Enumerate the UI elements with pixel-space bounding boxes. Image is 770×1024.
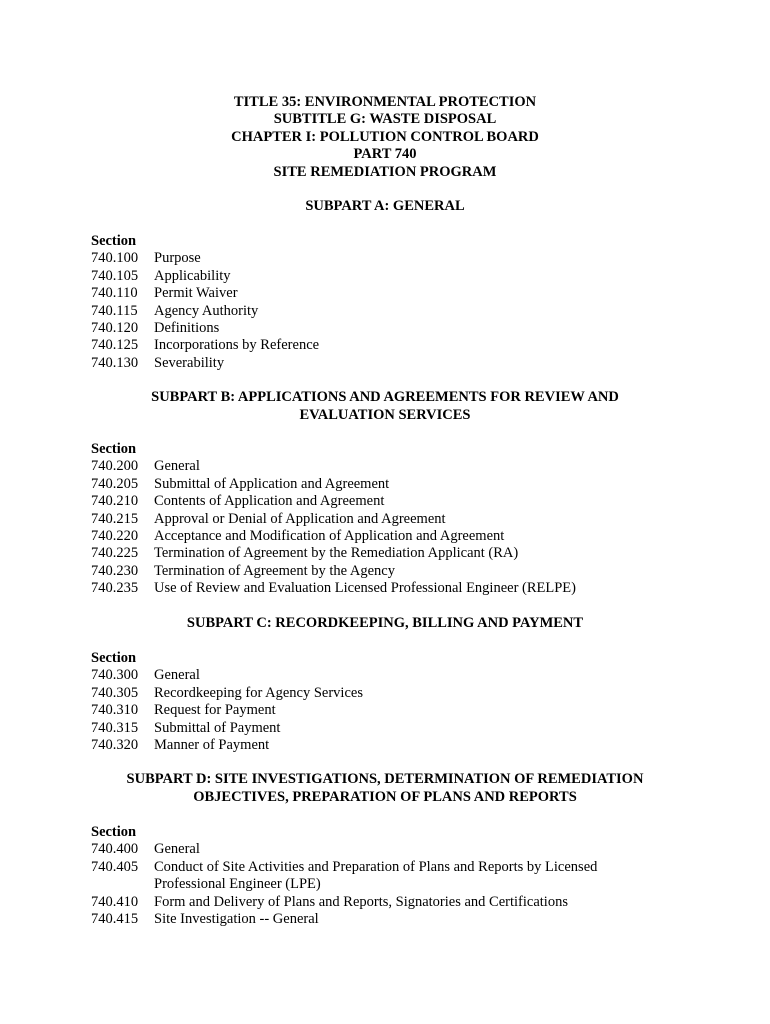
section-number: 740.225 bbox=[91, 545, 139, 562]
subpart-title-line: SUBPART C: RECORDKEEPING, BILLING AND PAYMENT bbox=[186, 615, 584, 631]
subpart-b-section-list bbox=[91, 441, 731, 598]
toc-row[interactable] bbox=[91, 841, 731, 858]
section-title: Submittal of Payment bbox=[154, 719, 281, 736]
subpart-d-section-list bbox=[91, 824, 731, 928]
toc-row[interactable] bbox=[91, 859, 731, 894]
section-number: 740.400 bbox=[91, 841, 139, 858]
toc-row[interactable] bbox=[91, 685, 731, 702]
toc-row[interactable] bbox=[91, 667, 731, 684]
document-header bbox=[0, 94, 770, 181]
section-title: General bbox=[154, 841, 200, 858]
toc-row[interactable] bbox=[91, 911, 731, 928]
section-number: 740.220 bbox=[91, 528, 139, 545]
toc-row[interactable] bbox=[91, 737, 731, 754]
section-number: 740.300 bbox=[91, 667, 139, 684]
chapter-line: CHAPTER I: POLLUTION CONTROL BOARD bbox=[231, 128, 539, 145]
subpart-title-line: SUBPART D: SITE INVESTIGATIONS, DETERMINATION OF REMEDIATION bbox=[126, 771, 644, 787]
toc-row[interactable] bbox=[91, 285, 731, 302]
section-number: 740.215 bbox=[91, 510, 139, 527]
title-line: TITLE 35: ENVIRONMENTAL PROTECTION bbox=[233, 94, 537, 110]
section-title: Purpose bbox=[154, 250, 201, 267]
section-title: Approval or Denial of Application and Agreement bbox=[154, 510, 446, 527]
section-number: 740.235 bbox=[91, 580, 139, 597]
section-title: Form and Delivery of Plans and Reports, Signatories and Certifications bbox=[154, 893, 568, 910]
section-heading: Section bbox=[91, 233, 137, 249]
section-title: Termination of Agreement by the Agency bbox=[154, 562, 395, 579]
section-heading: Section bbox=[91, 441, 137, 457]
section-number: 740.315 bbox=[91, 719, 139, 736]
section-number: 740.230 bbox=[91, 562, 139, 579]
subpart-title-line: SUBPART B: APPLICATIONS AND AGREEMENTS FOR REVIEW AND bbox=[151, 389, 619, 405]
section-title: Severability bbox=[154, 354, 225, 371]
toc-row[interactable] bbox=[91, 250, 731, 267]
subpart-title-line: EVALUATION SERVICES bbox=[299, 406, 471, 423]
toc-row[interactable] bbox=[91, 702, 731, 719]
toc-row[interactable] bbox=[91, 355, 731, 372]
subpart-b-title bbox=[0, 389, 770, 424]
section-title: Contents of Application and Agreement bbox=[154, 493, 385, 510]
section-number: 740.100 bbox=[91, 250, 139, 267]
subpart-a-section-list bbox=[91, 233, 731, 372]
section-title: Site Investigation -- General bbox=[154, 911, 319, 928]
subpart-title-line: SUBPART A: GENERAL bbox=[305, 198, 465, 214]
section-title: Applicability bbox=[154, 267, 231, 284]
section-title: Request for Payment bbox=[154, 702, 276, 719]
subpart-a-title bbox=[0, 198, 770, 216]
toc-row[interactable] bbox=[91, 894, 731, 911]
subpart-d-title bbox=[0, 771, 770, 806]
section-title: Acceptance and Modification of Application and Agreement bbox=[154, 528, 505, 545]
section-number: 740.310 bbox=[91, 702, 139, 719]
section-title: Permit Waiver bbox=[154, 285, 238, 302]
section-number: 740.115 bbox=[91, 302, 138, 319]
subpart-c-section-list bbox=[91, 650, 731, 754]
section-title: Submittal of Application and Agreement bbox=[154, 475, 390, 492]
section-title: Definitions bbox=[154, 320, 220, 337]
section-title: Use of Review and Evaluation Licensed Professional Engineer (RELPE) bbox=[154, 580, 576, 597]
section-title: Termination of Agreement by the Remediation Applicant (RA) bbox=[154, 545, 519, 562]
toc-row[interactable] bbox=[91, 320, 731, 337]
section-title: Conduct of Site Activities and Preparation of Plans and Reports by Licensed Professional Engineer (LPE) bbox=[154, 858, 598, 893]
subpart-title-line: OBJECTIVES, PREPARATION OF PLANS AND REPORTS bbox=[193, 788, 577, 805]
section-title: Recordkeeping for Agency Services bbox=[154, 684, 363, 701]
section-title: General bbox=[154, 667, 200, 684]
section-number: 740.110 bbox=[91, 285, 138, 302]
toc-row[interactable] bbox=[91, 511, 731, 528]
section-number: 740.200 bbox=[91, 458, 139, 475]
toc-row[interactable] bbox=[91, 476, 731, 493]
section-number: 740.410 bbox=[91, 893, 139, 910]
section-title: Agency Authority bbox=[154, 302, 259, 319]
toc-row[interactable] bbox=[91, 337, 731, 354]
subtitle-line: SUBTITLE G: WASTE DISPOSAL bbox=[273, 111, 497, 128]
subpart-c-title bbox=[0, 615, 770, 633]
section-heading: Section bbox=[91, 824, 137, 840]
section-number: 740.305 bbox=[91, 684, 139, 701]
section-number: 740.120 bbox=[91, 320, 139, 337]
section-number: 740.130 bbox=[91, 354, 139, 371]
section-number: 740.125 bbox=[91, 337, 139, 354]
section-heading: Section bbox=[91, 650, 137, 666]
toc-row[interactable] bbox=[91, 720, 731, 737]
toc-row[interactable] bbox=[91, 303, 731, 320]
part-line: PART 740 bbox=[353, 146, 417, 163]
section-number: 740.415 bbox=[91, 911, 139, 928]
toc-row[interactable] bbox=[91, 580, 731, 597]
section-number: 740.405 bbox=[91, 858, 139, 875]
section-title: General bbox=[154, 458, 200, 475]
toc-row[interactable] bbox=[91, 493, 731, 510]
section-number: 740.210 bbox=[91, 493, 139, 510]
section-title: Manner of Payment bbox=[154, 737, 270, 754]
toc-row[interactable] bbox=[91, 528, 731, 545]
section-title: Incorporations by Reference bbox=[154, 337, 320, 354]
section-number: 740.320 bbox=[91, 737, 139, 754]
toc-row[interactable] bbox=[91, 268, 731, 285]
toc-row[interactable] bbox=[91, 545, 731, 562]
toc-row[interactable] bbox=[91, 563, 731, 580]
program-line: SITE REMEDIATION PROGRAM bbox=[273, 163, 497, 180]
toc-row[interactable] bbox=[91, 458, 731, 475]
section-number: 740.205 bbox=[91, 475, 139, 492]
section-number: 740.105 bbox=[91, 267, 139, 284]
